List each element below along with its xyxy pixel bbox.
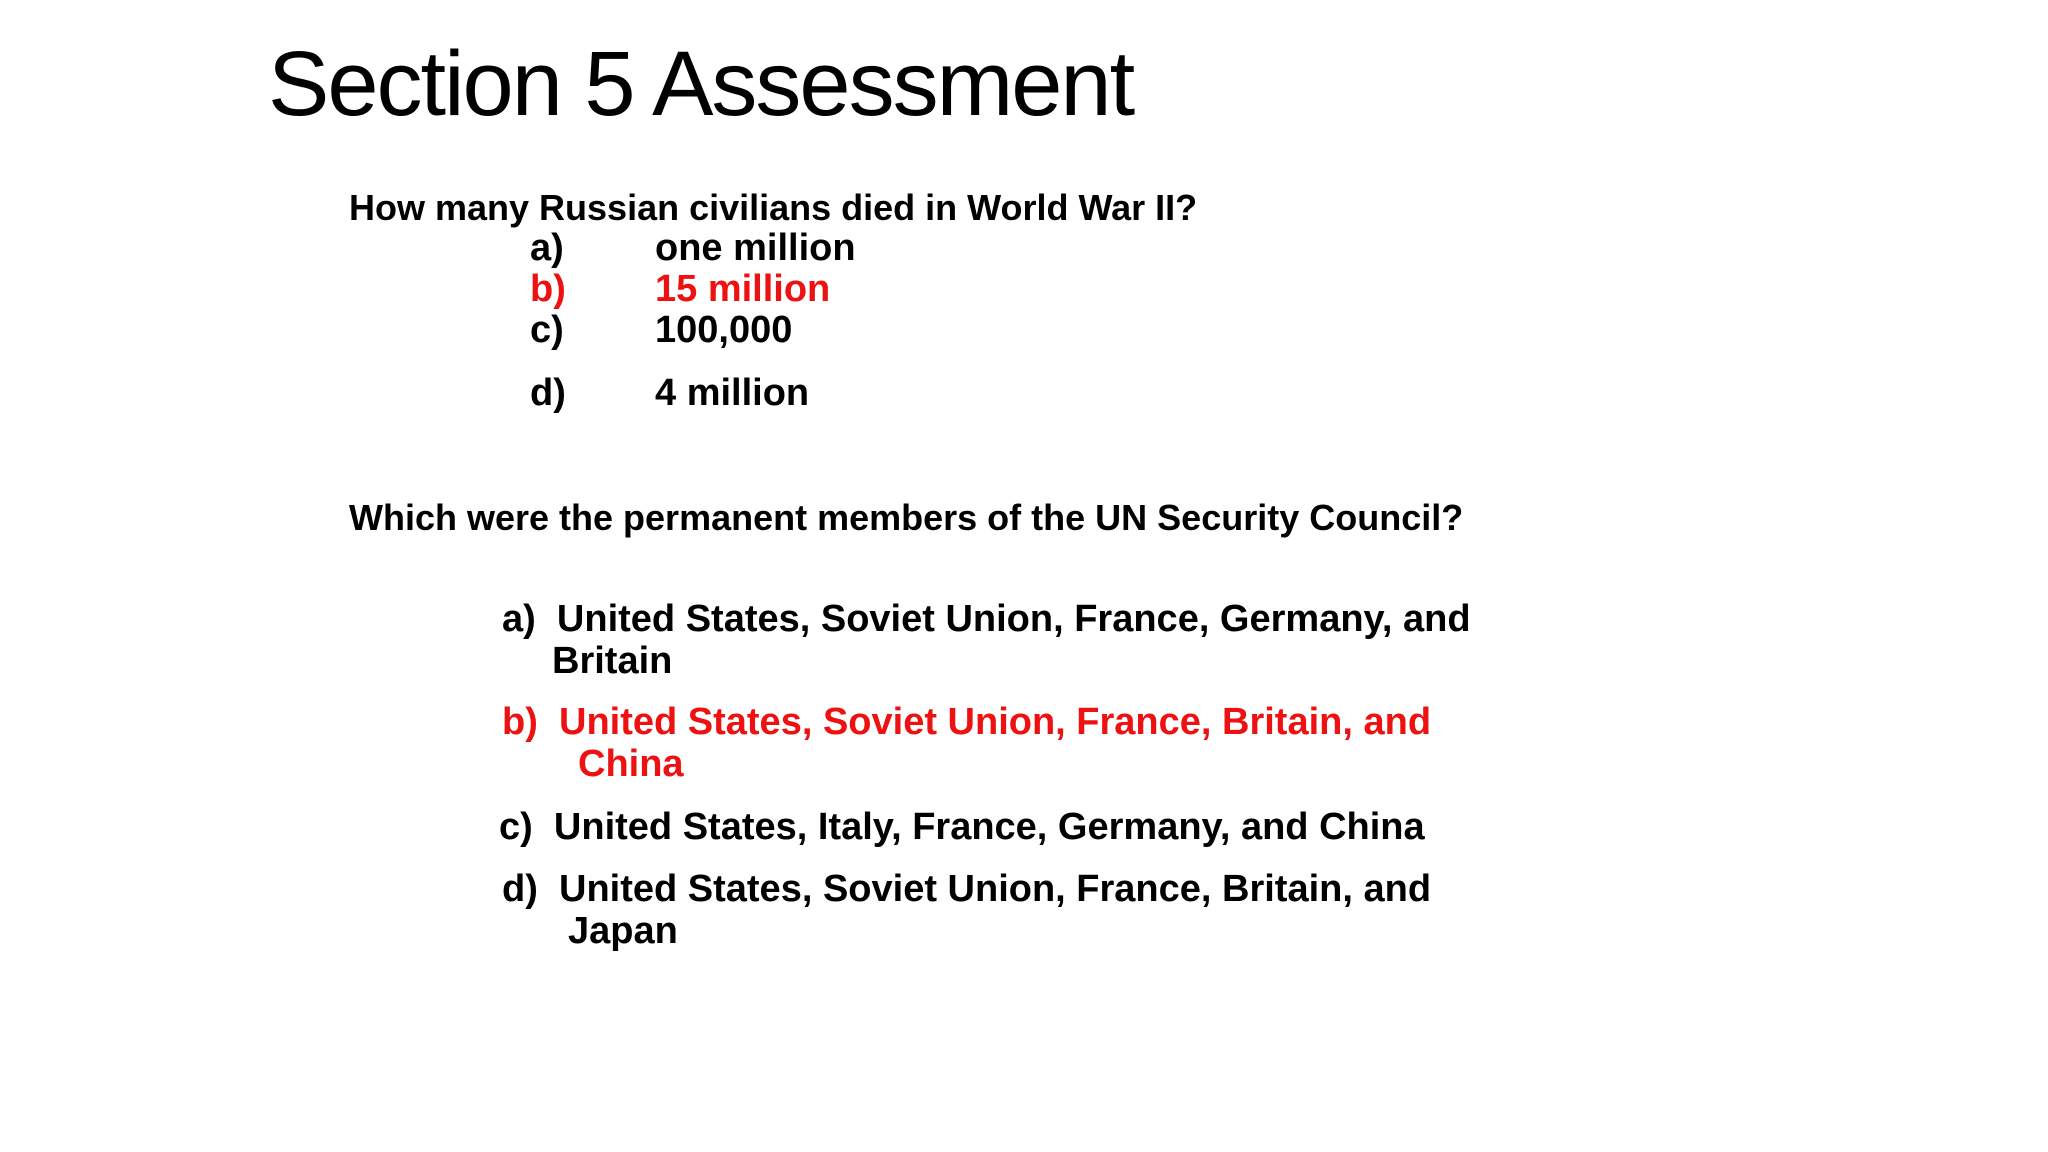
question-2-option-b [502, 702, 1431, 786]
question-1-option-d-text: 4 million [655, 372, 810, 414]
question-2-option-a-text: United States, Soviet Union, France, Germany, and [556, 598, 1471, 640]
question-2-option-c-line1 [499, 807, 1425, 849]
question-1-option-b-letter: b) [530, 268, 566, 310]
question-2-option-d-text: United States, Soviet Union, France, Britain, and [559, 868, 1432, 910]
question-2-option-d-letter: d) [502, 868, 538, 910]
question-2-option-b-line2: China [578, 742, 684, 785]
question-2-option-c-text: United States, Italy, France, Germany, and China [553, 806, 1425, 848]
question-2-option-a-line2: Britain [552, 639, 673, 682]
question-2-option-b-line1 [502, 702, 1431, 744]
question-2-text: Which were the permanent members of the UN Security Council? [349, 497, 1464, 538]
question-1-option-d-letter: d) [530, 372, 566, 414]
question-2-option-c [499, 807, 1425, 849]
question-2-option-d-line2: Japan [568, 909, 678, 952]
question-2-option-b-letter: b) [502, 701, 538, 743]
question-1-option-b-text: 15 million [655, 268, 831, 310]
question-2-option-c-letter: c) [499, 806, 533, 848]
question-2-option-b-text: United States, Soviet Union, France, Britain, and [559, 701, 1432, 743]
question-2-option-d-line1 [502, 869, 1431, 911]
question-1-option-c-letter: c) [530, 309, 564, 351]
question-2-option-a-letter: a) [502, 598, 536, 640]
question-1-option-a-text: one million [655, 227, 856, 269]
question-1-option-c-text: 100,000 [655, 309, 793, 351]
question-1-text: How many Russian civilians died in World War II? [349, 187, 1198, 228]
question-2-option-d [502, 869, 1431, 953]
question-1-option-a-letter: a) [530, 227, 564, 269]
question-2-option-a [502, 599, 1471, 683]
question-2-option-a-line1 [502, 599, 1471, 641]
slide-title: Section 5 Assessment [268, 33, 1134, 135]
